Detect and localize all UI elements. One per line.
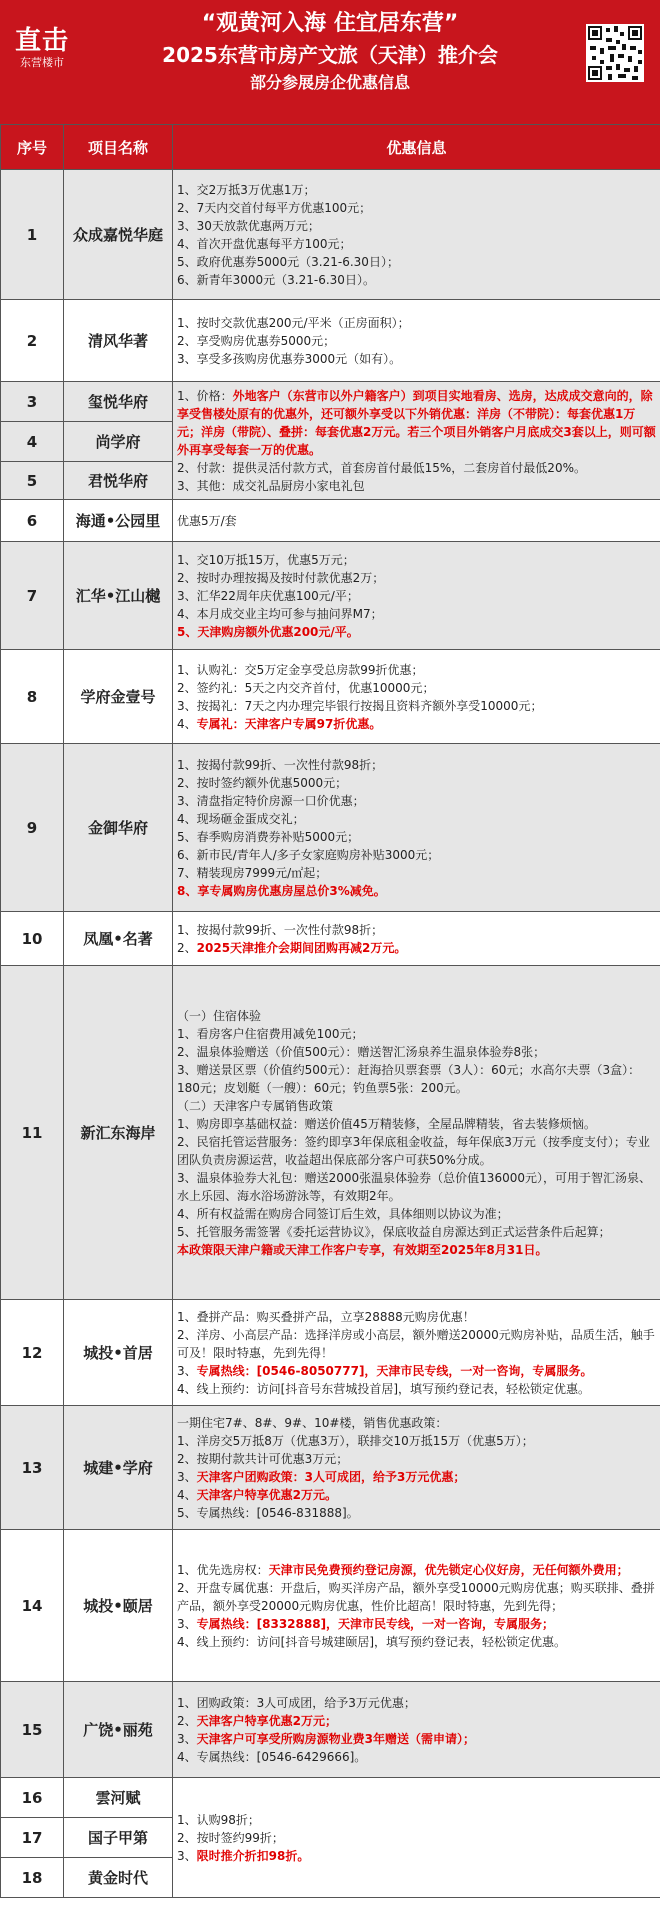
info-line [177, 1205, 656, 1223]
info-line [177, 661, 656, 679]
info-line [177, 512, 656, 530]
info-line [177, 1133, 656, 1169]
info-line [177, 1380, 656, 1398]
table-row [1, 1682, 660, 1778]
info-line [177, 551, 656, 569]
table-row [1, 1300, 660, 1406]
info-text: 1、洋房交5万抵8万（优惠3万），联排交10万抵15万（优惠5万）； [177, 1433, 534, 1448]
row-seq: 13 [1, 1406, 64, 1530]
info-highlight: 天津客户可享受所购房源物业费3年赠送（需申请）； [196, 1731, 475, 1746]
info-text: 1、按揭付款99折、一次性付款98折； [177, 757, 384, 772]
discount-info [173, 300, 660, 382]
info-line [177, 314, 656, 332]
info-line [177, 1007, 656, 1025]
info-line [177, 1730, 656, 1748]
info-text: 2、 [177, 1713, 197, 1728]
info-text: 5、春季购房消费券补贴5000元； [177, 829, 360, 844]
project-name: 海通•公园里 [64, 500, 173, 542]
info-text: 4、本月成交业主均可参与抽问界M7； [177, 606, 383, 621]
info-text: 6、新市民/青年人/多子女家庭购房补贴3000元； [177, 847, 440, 862]
info-line [177, 792, 656, 810]
info-line [177, 921, 656, 939]
discount-info [173, 744, 660, 912]
event-slogan: “观黄河入海 住宜居东营” [201, 11, 459, 36]
project-name: 汇华•江山樾 [64, 542, 173, 650]
project-name: 尚学府 [64, 422, 173, 462]
info-text: 1、团购政策：3人可成团，给予3万元优惠； [177, 1695, 416, 1710]
column-header-info: 优惠信息 [173, 125, 660, 170]
info-line [177, 1847, 656, 1865]
row-seq: 18 [1, 1858, 64, 1898]
logo-mark: 直击 [14, 26, 69, 56]
info-line [177, 774, 656, 792]
info-text: 2、开盘专属优惠：开盘后，购买洋房产品，额外享受10000元购房优惠；购买联排、叠拼产品，额外享受20000元购房优惠，性价比超高！限时特惠，先到先得； [177, 1580, 655, 1613]
info-line [177, 569, 656, 587]
page-subtitle: 部分参展房企优惠信息 [249, 73, 410, 92]
discount-info [173, 1300, 660, 1406]
info-highlight: 2025天津推介会期间团购再减2万元。 [196, 940, 407, 955]
info-highlight: 专属热线：[0546-8050777]，天津市民专线，一对一咨询，专属服务。 [196, 1363, 593, 1378]
info-text: 一期住宅7#、8#、9#、10#楼，销售优惠政策： [177, 1415, 448, 1430]
project-name: 城建•学府 [64, 1406, 173, 1530]
project-name: 凤凰•名著 [64, 912, 173, 966]
info-highlight: 天津客户特享优惠2万元。 [196, 1487, 337, 1502]
info-text: 1、价格： [177, 388, 233, 403]
info-line [177, 810, 656, 828]
info-text: 2、签约礼：5天之内交齐首付，优惠10000元； [177, 680, 435, 695]
info-text: 1、认购礼：交5万定金享受总房款99折优惠； [177, 662, 424, 677]
info-line [177, 1308, 656, 1326]
info-line [177, 1468, 656, 1486]
row-seq: 15 [1, 1682, 64, 1778]
info-text: 3、其他：成交礼品厨房小家电礼包 [177, 478, 365, 493]
info-text: 2、民宿托管运营服务：签约即享3年保底租金收益，每年保底3万元（按季度支付）；专业团队负责房源运营，收益超出保底部分客户可获50%分成。 [177, 1134, 650, 1167]
discount-info [173, 1530, 660, 1682]
logo-subtitle: 东营楼市 [20, 56, 64, 69]
info-text: 2、按时办理按揭及按时付款优惠2万； [177, 570, 385, 585]
info-text: 3、汇华22周年庆优惠100元/平； [177, 588, 359, 603]
info-text: 4、所有权益需在购房合同签订后生效，具体细则以协议为准； [177, 1206, 509, 1221]
info-line [177, 605, 656, 623]
info-text: 2、按时签约99折； [177, 1830, 284, 1845]
info-line [177, 235, 656, 253]
info-text: 3、赠送景区票（价值约500元）：赶海拾贝票套票（3人）：60元；水高尔夫票（3盒）：180元；皮划艇（一艘）：60元；钓鱼票5张：200元。 [177, 1062, 641, 1095]
info-text: 2、按期付款共计可优惠3万元； [177, 1451, 349, 1466]
info-text: 1、交10万抵15万，优惠5万元； [177, 552, 355, 567]
info-line [177, 1694, 656, 1712]
info-highlight: 本政策限天津户籍或天津工作客户专享，有效期至2025年8月31日。 [177, 1242, 548, 1257]
info-text: 4、 [177, 716, 197, 731]
info-line [177, 715, 656, 733]
info-text: 5、政府优惠券5000元（3.21-6.30日）； [177, 254, 399, 269]
info-text: 6、新青年3000元（3.21-6.30日）。 [177, 272, 375, 287]
row-seq: 12 [1, 1300, 64, 1406]
info-text: 5、专属热线：[0546-831888]。 [177, 1505, 359, 1520]
info-text: 3、按揭礼：7天之内办理完毕银行按揭且资料齐额外享受10000元； [177, 698, 543, 713]
info-text: 2、7天内交首付每平方优惠100元； [177, 200, 372, 215]
info-text: 2、付款：提供灵活付款方式，首套房首付最低15%，二套房首付最低20%。 [177, 460, 586, 475]
info-text: 3、 [177, 1363, 197, 1378]
info-text: 4、专属热线：[0546-6429666]。 [177, 1749, 367, 1764]
project-name: 黄金时代 [64, 1858, 173, 1898]
project-name: 玺悦华府 [64, 382, 173, 422]
table-row [1, 744, 660, 912]
info-highlight: 8、享专属购房优惠房屋总价3%减免。 [177, 883, 386, 898]
info-line [177, 1043, 656, 1061]
project-name: 广饶•丽苑 [64, 1682, 173, 1778]
discount-info [173, 1406, 660, 1530]
info-line [177, 181, 656, 199]
info-text: 2、按时签约额外优惠5000元； [177, 775, 348, 790]
info-line [177, 1025, 656, 1043]
discount-info [173, 382, 660, 500]
info-line [177, 1362, 656, 1380]
info-text: （二）天津客户专属销售政策 [177, 1098, 334, 1113]
table-row [1, 1406, 660, 1530]
info-line [177, 1241, 656, 1259]
table-row [1, 650, 660, 744]
info-text: 1、看房客户住宿费用减免100元； [177, 1026, 364, 1041]
page-header [0, 0, 660, 124]
project-name: 清风华著 [64, 300, 173, 382]
info-text: 3、温泉体验券大礼包：赠送2000张温泉体验券（总价值136000元），可用于智汇汤泉、水上乐园、海水浴场游泳等，有效期2年。 [177, 1170, 651, 1203]
info-line [177, 864, 656, 882]
info-text: 4、现场砸金蛋成交礼； [177, 811, 305, 826]
qr-code-icon [586, 24, 644, 82]
discount-info [173, 966, 660, 1300]
info-text: 3、 [177, 1616, 197, 1631]
column-header-seq: 序号 [1, 125, 64, 170]
info-line [177, 217, 656, 235]
project-name: 城投•颐居 [64, 1530, 173, 1682]
info-line [177, 1504, 656, 1522]
info-line [177, 939, 656, 957]
table-row [1, 382, 660, 422]
row-seq: 1 [1, 170, 64, 300]
table-row [1, 542, 660, 650]
info-text: 5、托管服务需签署《委托运营协议》，保底收益自房源达到正式运营条件后起算； [177, 1224, 611, 1239]
info-text: 2、温泉体验赠送（价值500元）：赠送智汇汤泉养生温泉体验券8张； [177, 1044, 546, 1059]
project-name: 城投•首居 [64, 1300, 173, 1406]
row-seq: 3 [1, 382, 64, 422]
row-seq: 7 [1, 542, 64, 650]
info-line [177, 697, 656, 715]
info-line [177, 1633, 656, 1651]
info-line [177, 587, 656, 605]
info-highlight: 5、天津购房额外优惠200元/平。 [177, 624, 359, 639]
info-text: 1、购房即享基础权益：赠送价值45万精装修，全屋品牌精装，省去装修烦恼。 [177, 1116, 596, 1131]
info-line [177, 1169, 656, 1205]
project-name: 君悦华府 [64, 462, 173, 500]
row-seq: 2 [1, 300, 64, 382]
info-text: 4、首次开盘优惠每平方100元； [177, 236, 352, 251]
info-line [177, 253, 656, 271]
info-text: 1、叠拼产品：购买叠拼产品，立享28888元购房优惠！ [177, 1309, 475, 1324]
title-block [90, 8, 570, 96]
discount-info [173, 1778, 660, 1898]
info-line [177, 1811, 656, 1829]
info-line [177, 1223, 656, 1241]
table-row [1, 966, 660, 1300]
info-text: 4、线上预约：访问[抖音号东营城投首居]，填写预约登记表，轻松锁定优惠。 [177, 1381, 591, 1396]
info-line [177, 387, 656, 459]
info-highlight: 外地客户（东营市以外户籍客户）到项目实地看房、选房，达成成交意向的，除享受售楼处原有的优惠外，还可额外享受以下外销优惠：洋房（不带院）：每套优惠1万元；洋房（带院）、叠拼：每套优惠2万元。若三个项目外销客户月底成交3套以上，则可额外再享受每套一万的优惠。 [177, 388, 656, 457]
info-line [177, 756, 656, 774]
table-row [1, 912, 660, 966]
info-text: 4、 [177, 1487, 197, 1502]
project-name: 国子甲第 [64, 1818, 173, 1858]
info-line [177, 623, 656, 641]
info-text: 3、清盘指定特价房源一口价优惠； [177, 793, 365, 808]
info-line [177, 1115, 656, 1133]
project-name: 雲河赋 [64, 1778, 173, 1818]
info-line [177, 1712, 656, 1730]
info-line [177, 1061, 656, 1097]
discount-info [173, 170, 660, 300]
info-line [177, 271, 656, 289]
info-highlight: 天津客户特享优惠2万元； [196, 1713, 337, 1728]
info-text: 1、按揭付款99折、一次性付款98折； [177, 922, 384, 937]
info-text: 3、 [177, 1848, 197, 1863]
info-text: 3、 [177, 1469, 197, 1484]
info-text: 2、洋房、小高层产品：选择洋房或小高层，额外赠送20000元购房补贴，品质生活，触手可及！限时特惠，先到先得！ [177, 1327, 655, 1360]
project-name: 新汇东海岸 [64, 966, 173, 1300]
info-text: （一）住宿体验 [177, 1008, 262, 1023]
row-seq: 14 [1, 1530, 64, 1682]
info-text: 3、 [177, 1731, 197, 1746]
column-header-name: 项目名称 [64, 125, 173, 170]
info-line [177, 828, 656, 846]
row-seq: 5 [1, 462, 64, 500]
info-text: 3、30天放款优惠两万元； [177, 218, 320, 233]
row-seq: 10 [1, 912, 64, 966]
info-line [177, 1414, 656, 1432]
discount-info [173, 500, 660, 542]
row-seq: 8 [1, 650, 64, 744]
info-text: 7、精装现房7999元/㎡起； [177, 865, 328, 880]
event-title: 2025东营市房产文旅（天津）推介会 [162, 43, 498, 67]
info-highlight: 专属礼：天津客户专属97折优惠。 [196, 716, 382, 731]
info-line [177, 1450, 656, 1468]
row-seq: 16 [1, 1778, 64, 1818]
info-line [177, 199, 656, 217]
info-line [177, 1829, 656, 1847]
row-seq: 17 [1, 1818, 64, 1858]
info-line [177, 1326, 656, 1362]
project-name: 众成嘉悦华庭 [64, 170, 173, 300]
info-line [177, 1579, 656, 1615]
info-line [177, 477, 656, 495]
info-text: 1、认购98折； [177, 1812, 260, 1827]
row-seq: 9 [1, 744, 64, 912]
info-line [177, 1097, 656, 1115]
info-text: 优惠5万/套 [177, 513, 237, 528]
info-text: 2、 [177, 940, 197, 955]
info-line [177, 1432, 656, 1450]
table-header-row [1, 125, 660, 170]
info-highlight: 天津客户团购政策：3人可成团，给予3万元优惠； [196, 1469, 466, 1484]
info-line [177, 1748, 656, 1766]
info-line [177, 459, 656, 477]
info-text: 4、线上预约：访问[抖音号城建颐居]，填写预约登记表，轻松锁定优惠。 [177, 1634, 567, 1649]
row-seq: 11 [1, 966, 64, 1300]
info-line [177, 1561, 656, 1579]
info-line [177, 1615, 656, 1633]
brand-logo [14, 26, 70, 74]
info-text: 1、优先选房权： [177, 1562, 269, 1577]
info-line [177, 846, 656, 864]
info-highlight: 天津市民免费预约登记房源，优先锁定心仪好房，无任何额外费用； [268, 1562, 629, 1577]
info-highlight: 专属热线：[8332888]，天津市民专线，一对一咨询，专属服务； [196, 1616, 555, 1631]
discount-table [0, 124, 660, 1898]
discount-info [173, 912, 660, 966]
discount-info [173, 542, 660, 650]
table-row [1, 1530, 660, 1682]
table-row [1, 300, 660, 382]
discount-info [173, 1682, 660, 1778]
info-text: 2、享受购房优惠券5000元； [177, 333, 336, 348]
project-name: 学府金壹号 [64, 650, 173, 744]
info-text: 1、按时交款优惠200元/平米（正房面积）； [177, 315, 410, 330]
row-seq: 4 [1, 422, 64, 462]
table-row [1, 500, 660, 542]
info-line [177, 332, 656, 350]
table-row [1, 170, 660, 300]
info-highlight: 限时推介折扣98折。 [196, 1848, 310, 1863]
row-seq: 6 [1, 500, 64, 542]
info-text: 1、交2万抵3万优惠1万； [177, 182, 316, 197]
discount-info [173, 650, 660, 744]
table-row [1, 1778, 660, 1818]
info-line [177, 350, 656, 368]
info-line [177, 1486, 656, 1504]
info-line [177, 882, 656, 900]
info-text: 3、享受多孩购房优惠券3000元（如有）。 [177, 351, 402, 366]
project-name: 金御华府 [64, 744, 173, 912]
info-line [177, 679, 656, 697]
